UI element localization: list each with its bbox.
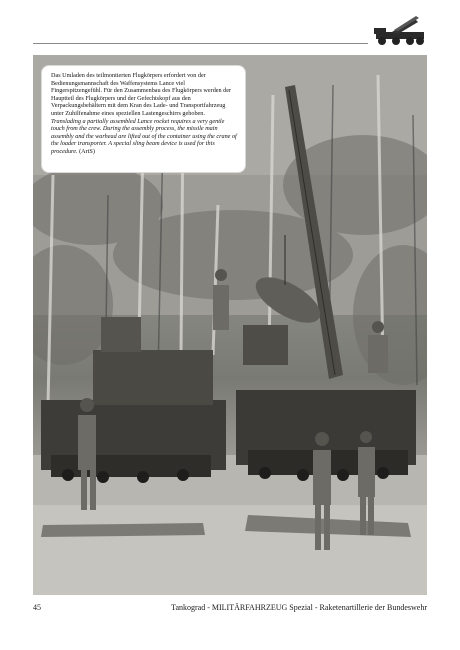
caption-german: Das Umladen des teilmontierten Flugkörpers erfordert von der Bedienungsmannschaft des Waffensystems Lance viel Fingerspitzengefühl. Für den Zusammenbau des Flugkörpers werden der Hauptteil des Flugkörpers und der Gefechtskopf aus den Verpackungsbehältern mit dem Kran des Lade- und Transportfahrzeug unter Zuhilfenahme eines speziellen Lastengeschirrs gehoben. bbox=[51, 72, 232, 117]
header-rule bbox=[33, 43, 368, 44]
photo-caption bbox=[42, 66, 245, 172]
running-footer-title: Tankograd - MILITÄRFAHRZEUG Spezial - Raketenartillerie der Bundeswehr bbox=[171, 603, 427, 612]
rocket-launcher-logo-icon bbox=[372, 14, 430, 48]
page-number: 45 bbox=[33, 603, 41, 612]
caption-credit: (ArtS) bbox=[79, 147, 95, 155]
caption-english: Translading a partially assembled Lance rocket requires a very gentle touch from the crew. During the assembly process, the missile main assembly and the warhead are lifted out of the container using the crane of the loader transporter. A special sling beam device is used for this procedure. bbox=[51, 117, 237, 155]
